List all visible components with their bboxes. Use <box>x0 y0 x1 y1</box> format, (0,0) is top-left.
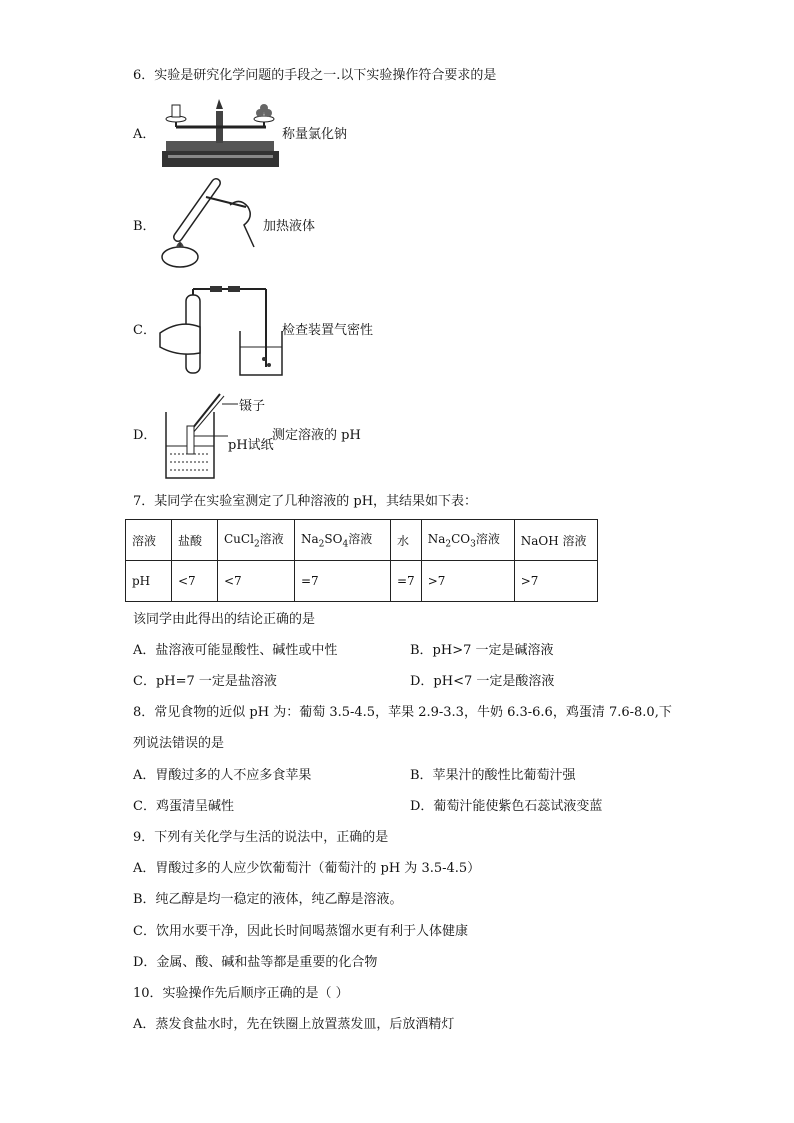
q6-option-c-caption: 检查装置气密性 <box>282 323 374 338</box>
q6-option-d-paper-label: pH试纸 <box>228 438 274 453</box>
q6-option-b-letter: B． <box>133 219 156 234</box>
table-row <box>126 561 598 602</box>
q10-option-a: A．蒸发食盐水时，先在铁圈上放置蒸发皿，后放酒精灯 <box>133 1017 455 1032</box>
q6-option-d-caption: 测定溶液的 pH <box>272 428 361 443</box>
q9-option-a: A．胃酸过多的人应少饮葡萄汁（葡萄汁的 pH 为 3.5-4.5） <box>133 861 481 876</box>
q9-stem: 9．下列有关化学与生活的说法中，正确的是 <box>133 830 389 845</box>
table-cell: >7 <box>514 561 597 602</box>
table-cell: =7 <box>391 561 422 602</box>
balance-illustration <box>158 97 283 172</box>
q7-followup: 该同学由此得出的结论正确的是 <box>133 612 316 627</box>
table-cell: 水 <box>391 520 422 561</box>
table-cell: pH <box>126 561 172 602</box>
q6-stem: 6．实验是研究化学问题的手段之一.以下实验操作符合要求的是 <box>133 68 497 83</box>
table-cell: $Na_2SO_4$溶液 <box>295 520 391 561</box>
table-cell: $Na_2CO_3$溶液 <box>421 520 514 561</box>
q8-option-a: A．胃酸过多的人不应多食苹果 <box>133 768 312 783</box>
q8-stem-line2: 列说法错误的是 <box>133 736 225 751</box>
table-cell: >7 <box>421 561 514 602</box>
q7-option-d: D．pH<7 一定是酸溶液 <box>410 674 555 689</box>
q7-option-c: C．pH=7 一定是盐溶液 <box>133 674 277 689</box>
ph-table <box>125 519 598 602</box>
q6-option-a-caption: 称量氯化钠 <box>282 127 348 142</box>
table-cell: <7 <box>218 561 295 602</box>
q6-option-a-letter: A． <box>133 127 156 142</box>
table-cell: <7 <box>172 561 218 602</box>
q8-option-b: B．苹果汁的酸性比葡萄汁强 <box>410 768 576 783</box>
q7-option-b: B．pH>7 一定是碱溶液 <box>410 643 554 658</box>
ph-test-illustration <box>160 390 240 482</box>
q8-option-d: D．葡萄汁能使紫色石蕊试液变蓝 <box>410 799 603 814</box>
table-cell: 溶液 <box>126 520 172 561</box>
q7-stem: 7．某同学在实验室测定了几种溶液的 pH，其结果如下表： <box>133 494 478 509</box>
q6-option-c-letter: C． <box>133 323 156 338</box>
table-cell: 盐酸 <box>172 520 218 561</box>
table-cell: CuCl$_2$溶液 <box>218 520 295 561</box>
q9-option-d: D．金属、酸、碱和盐等都是重要的化合物 <box>133 955 378 970</box>
table-cell: =7 <box>295 561 391 602</box>
q9-option-b: B．纯乙醇是均一稳定的液体，纯乙醇是溶液。 <box>133 892 403 907</box>
q9-option-c: C．饮用水要干净，因此长时间喝蒸馏水更有利于人体健康 <box>133 924 468 939</box>
q8-stem-line1: 8．常见食物的近似 pH 为：葡萄 3.5-4.5，苹果 2.9-3.3，牛奶 6.3-6.6，鸡蛋清 7.6-8.0,下 <box>133 705 672 720</box>
q7-option-a: A．盐溶液可能显酸性、碱性或中性 <box>133 643 338 658</box>
q6-option-b-caption: 加热液体 <box>263 219 316 234</box>
q8-option-c: C．鸡蛋清呈碱性 <box>133 799 234 814</box>
table-cell: NaOH 溶液 <box>514 520 597 561</box>
q6-option-d-letter: D． <box>133 428 157 443</box>
q10-stem: 10．实验操作先后顺序正确的是（ ） <box>133 986 349 1001</box>
heating-liquid-illustration <box>150 175 265 275</box>
airtightness-illustration <box>158 285 283 380</box>
q6-option-d-tweezers-label: 镊子 <box>239 399 266 414</box>
table-header-row <box>126 520 598 561</box>
